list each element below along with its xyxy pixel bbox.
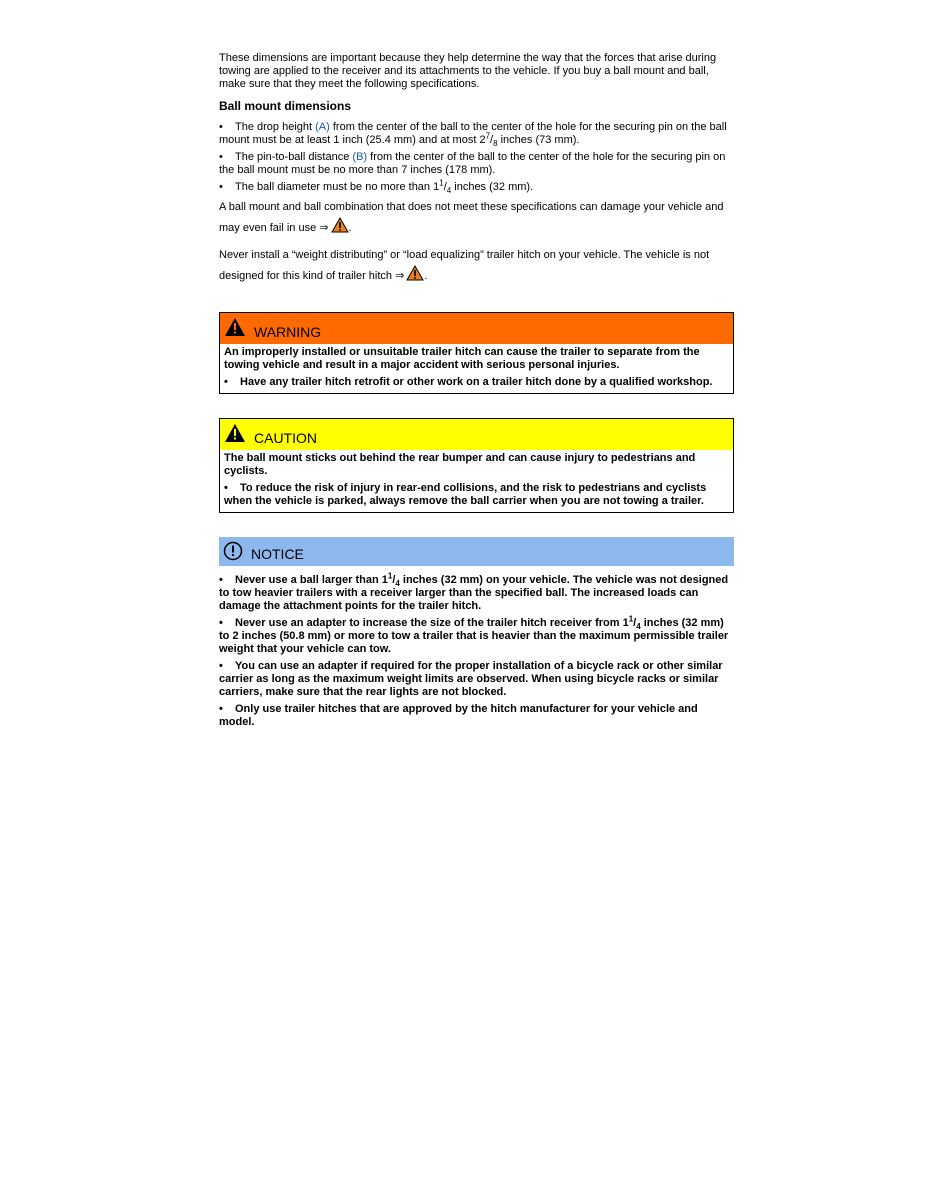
bullet-mark: • xyxy=(219,617,223,629)
notice-bullet: • Never use a ball larger than $1^1/_4$ inches (32 mm) on your vehicle. The vehicle was not designed to tow heavier trailers with a receiver larger than the specified ball. The increased loads can damage the attachment points for the trailer hitch. xyxy=(219,571,729,612)
bullet-mark: • xyxy=(219,660,223,672)
fraction-numerator: 1 xyxy=(628,614,634,624)
bullet-mark: • xyxy=(224,376,228,388)
bullet-text: inches (32 mm) on your vehicle. The vehicle was not designed to tow heavier trailers with a receiver larger than the specified ball. The increased loads can damage the attachment points for the trailer hitch. xyxy=(219,574,729,612)
warning-body xyxy=(220,344,733,393)
reference-b: (B) xyxy=(352,151,368,163)
bullet-mark: • xyxy=(224,482,228,494)
bullet-text: Never use an adapter to increase the size of the trailer hitch receiver from 1 xyxy=(235,617,629,629)
warning-triangle-icon[interactable] xyxy=(331,217,349,240)
warning-triangle-icon xyxy=(224,317,246,340)
warning-triangle-icon xyxy=(224,423,246,446)
bullet-text: To reduce the risk of injury in rear-end collisions, and the risk to pedestrians and cyclists when the vehicle is parked, always remove the ball carrier when you are not towing a trailer. xyxy=(224,482,707,507)
caution-bullet xyxy=(224,482,729,508)
bullet-text: from the center of the ball to the center of the hole for the securing pin on the ball mount must be at least 1 inch (25.4 mm) and at most 2 xyxy=(219,121,727,146)
bullet-text: inches (32 mm) to 2 inches (50.8 mm) or more to tow a trailer that is heavier than the maximum permissible trailer weight that your vehicle can tow. xyxy=(219,617,729,655)
bullet-text: from the center of the ball to the center of the hole for the securing pin on the ball mount must be no more than 7 inches (178 mm). xyxy=(219,151,726,176)
section-heading: Ball mount dimensions xyxy=(219,99,352,113)
notice-title: NOTICE xyxy=(251,546,304,562)
specification-paragraph xyxy=(219,198,734,240)
caution-title: CAUTION xyxy=(254,429,317,446)
caution-text: The ball mount sticks out behind the rear bumper and can cause injury to pedestrians and cyclists. xyxy=(224,452,696,477)
bullet-mark: • xyxy=(219,703,223,715)
notice-header xyxy=(219,537,734,566)
dimension-bullet-pin-to-ball xyxy=(219,151,734,177)
bullet-text: inches (32 mm). xyxy=(451,181,534,193)
bullet-mark: • xyxy=(219,121,223,133)
hitch-paragraph xyxy=(219,246,734,288)
notice-bullet: • Never use an adapter to increase the size of the trailer hitch receiver from $1^1/_4$ inches (32 mm) to 2 inches (50.8 mm) or more to tow a trailer that is heavier than the maximum permissible trailer weight that your vehicle can tow. xyxy=(219,614,729,655)
bullet-mark: • xyxy=(219,151,223,163)
paragraph-text: A ball mount and ball combination that does not meet these specifications can damage your vehicle and may even fail in use ⇒ xyxy=(219,201,724,234)
warning-box xyxy=(219,312,734,394)
exclamation-circle-icon xyxy=(223,541,243,563)
dimension-bullet-drop-height: • The drop height (A) from the center of the ball to the center of the hole for the securing pin on the ball mount must be at least 1 inch (25.4 mm) and at most $2^7/_8$ inches (73 mm). xyxy=(219,121,727,149)
warning-text: An improperly installed or unsuitable trailer hitch can cause the trailer to separate from the towing vehicle and result in a major accident with serious personal injuries. xyxy=(224,346,700,371)
bullet-text: Have any trailer hitch retrofit or other work on a trailer hitch done by a qualified workshop. xyxy=(240,376,713,388)
paragraph-text: Never install a “weight distributing” or “load equalizing” trailer hitch on your vehicle. The vehicle is not designed for this kind of trailer hitch ⇒ xyxy=(219,249,710,282)
bullet-text: Only use trailer hitches that are approved by the hitch manufacturer for your vehicle and model. xyxy=(219,703,698,728)
fraction-numerator: 1 xyxy=(439,178,444,188)
bullet-text: The ball diameter must be no more than 1 xyxy=(235,181,440,193)
fraction-numerator: 7 xyxy=(485,131,491,141)
notice-bullet xyxy=(219,660,734,699)
bullet-mark: • xyxy=(219,574,223,586)
intro-paragraph: These dimensions are important because they help determine the way that the forces that arise during towing are applied to the receiver and its attachments to the vehicle. If you buy a ball mount and ball, make sure that they meet the following specifications. xyxy=(219,52,717,90)
fraction-denominator: 4 xyxy=(446,186,452,196)
warning-triangle-icon[interactable] xyxy=(406,265,424,288)
notice-body xyxy=(219,566,734,729)
bullet-text: inches (73 mm). xyxy=(497,134,580,146)
warning-title: WARNING xyxy=(254,323,322,340)
dimension-bullet-ball-diameter: • The ball diameter must be no more than $1^1/_4$ inches (32 mm). xyxy=(219,178,534,196)
notice-bullet xyxy=(219,703,734,729)
reference-a: (A) xyxy=(315,121,330,133)
period: . xyxy=(424,270,428,282)
warning-bullet xyxy=(224,376,729,389)
fraction-denominator: 4 xyxy=(395,579,400,589)
caution-box xyxy=(219,418,734,513)
bullet-text: The pin-to-ball distance xyxy=(235,151,353,163)
caution-body xyxy=(220,450,733,512)
bullet-text: The drop height xyxy=(235,121,316,133)
bullet-text: You can use an adapter if required for the proper installation of a bicycle rack or other similar carrier as long as the maximum weight limits are observed. When using bicycle racks or similar carriers, make sure that the rear lights are not blocked. xyxy=(219,660,723,698)
period: . xyxy=(348,222,352,234)
fraction-denominator: 4 xyxy=(636,622,641,632)
bullet-mark: • xyxy=(219,181,223,193)
fraction-denominator: 8 xyxy=(493,139,498,149)
fraction-numerator: 1 xyxy=(387,571,393,581)
warning-header xyxy=(220,313,733,344)
bullet-text: Never use a ball larger than 1 xyxy=(235,574,388,586)
caution-header xyxy=(220,419,733,450)
manual-page xyxy=(219,52,734,733)
